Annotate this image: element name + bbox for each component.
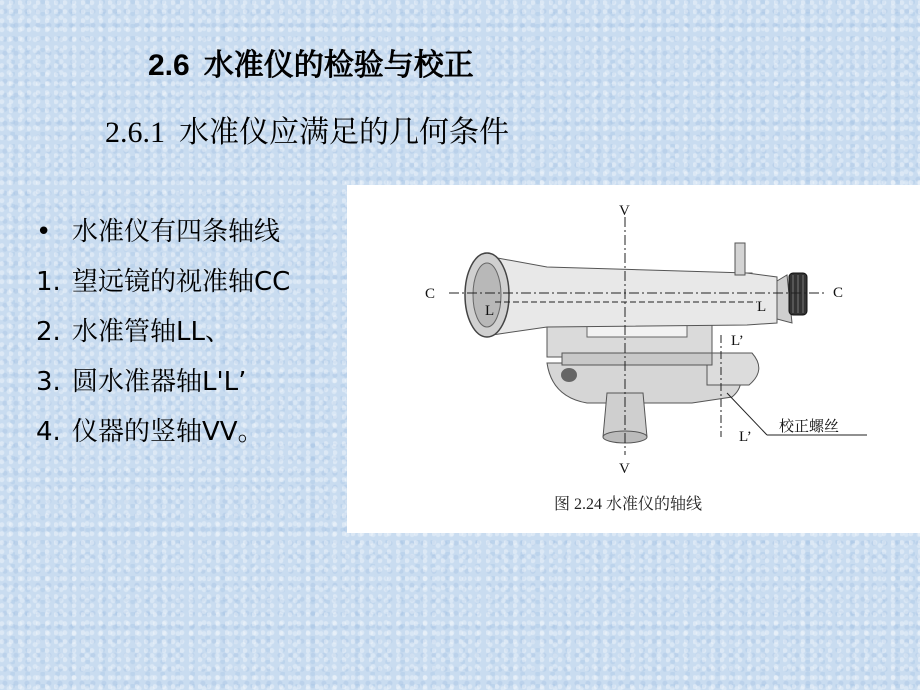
list-item: [36, 261, 290, 311]
list-marker: 2.: [36, 317, 61, 347]
list-item: [36, 211, 290, 261]
label-l-right: L: [757, 299, 767, 315]
label-lprime-top: L’: [731, 333, 744, 349]
section-title-text: 水准仪的检验与校正: [203, 48, 474, 83]
label-v-bottom: V: [619, 461, 630, 477]
label-l-left: L: [485, 303, 495, 319]
list-marker: 4.: [36, 417, 61, 447]
list-text: 仪器的竖轴VV。: [72, 417, 264, 447]
base-hole: [561, 368, 577, 382]
list-item: [36, 411, 290, 461]
label-adjusting-screw: 校正螺丝: [779, 419, 840, 435]
list-marker: •: [36, 217, 52, 247]
list-marker: 1.: [36, 267, 61, 297]
telescope-tube: [492, 257, 777, 335]
label-c-left: C: [425, 286, 436, 302]
list-item: [36, 361, 290, 411]
level-instrument-diagram: [347, 185, 920, 533]
list-text: 水准管轴LL、: [72, 317, 231, 347]
subsection-title-text: 水准仪应满足的几何条件: [179, 115, 509, 150]
list-item: [36, 311, 290, 361]
subsection-number: 2.6.1: [105, 116, 165, 149]
list-text: 圆水准器轴L'L’: [72, 367, 247, 397]
section-number: 2.6: [148, 49, 190, 82]
label-lprime-bottom: L’: [739, 429, 752, 445]
circular-bubble-housing: [707, 353, 759, 385]
list-text: 水准仪有四条轴线: [72, 217, 281, 247]
subsection-title: [105, 107, 509, 151]
figure-caption: 图 2.24 水准仪的轴线: [554, 496, 703, 513]
label-c-right: C: [833, 285, 844, 301]
section-title: [148, 40, 474, 84]
telescope-sight-post: [735, 243, 745, 275]
label-v-top: V: [619, 203, 630, 219]
level-vial-base: [562, 353, 712, 365]
list-text: 望远镜的视准轴CC: [72, 267, 291, 297]
list-marker: 3.: [36, 367, 61, 397]
level-instrument-figure: [347, 185, 920, 533]
axis-list: [36, 211, 290, 461]
